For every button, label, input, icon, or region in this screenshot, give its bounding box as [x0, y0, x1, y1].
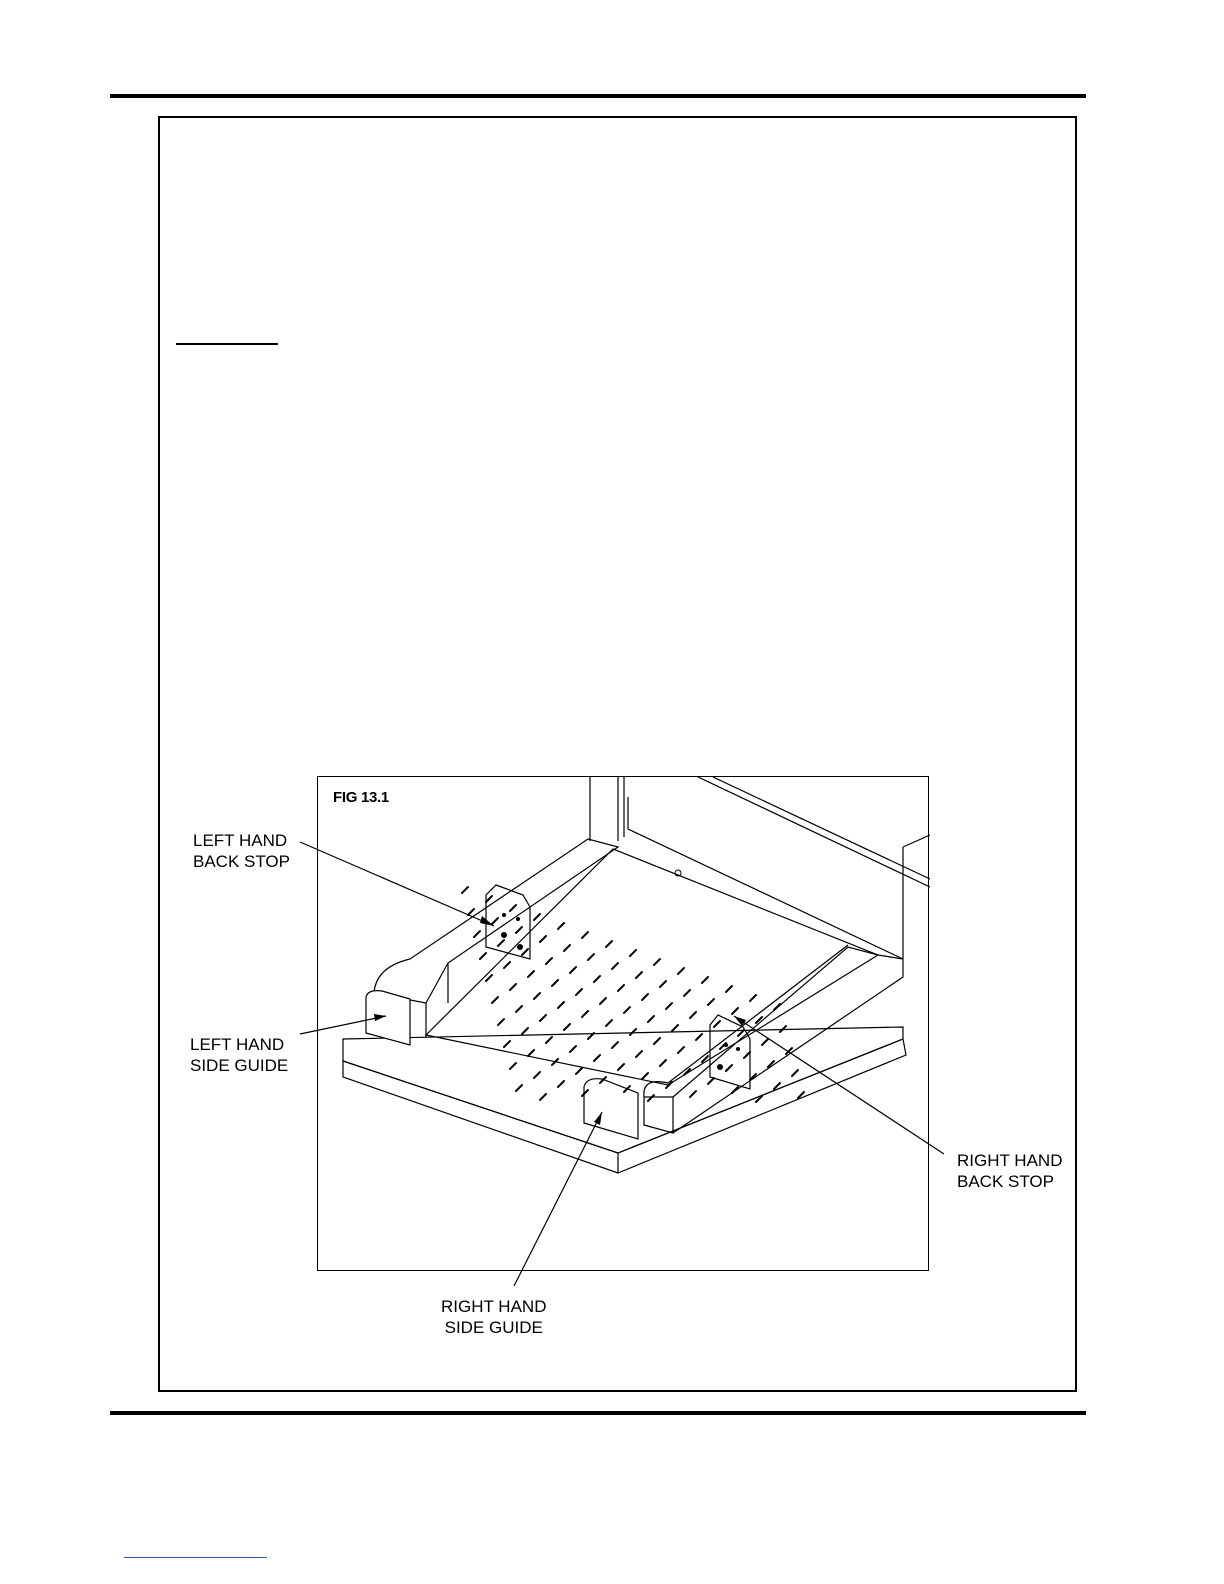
callout-right-hand-back-stop: RIGHT HAND BACK STOP — [957, 1151, 1063, 1191]
figure-label: FIG 13.1 — [333, 789, 389, 806]
callout-right-hand-side-guide: RIGHT HAND SIDE GUIDE — [441, 1297, 547, 1337]
leader-left-side-guide — [300, 1016, 386, 1034]
leader-right-back-stop — [734, 1016, 944, 1154]
callout-left-hand-side-guide: LEFT HAND SIDE GUIDE — [190, 1035, 289, 1075]
leader-right-side-guide — [514, 1112, 602, 1286]
callout-left-hand-back-stop: LEFT HAND BACK STOP — [193, 831, 290, 871]
leader-left-back-stop — [300, 842, 494, 926]
footer-link-underline — [124, 1557, 267, 1558]
footer-rule — [110, 1411, 1086, 1415]
